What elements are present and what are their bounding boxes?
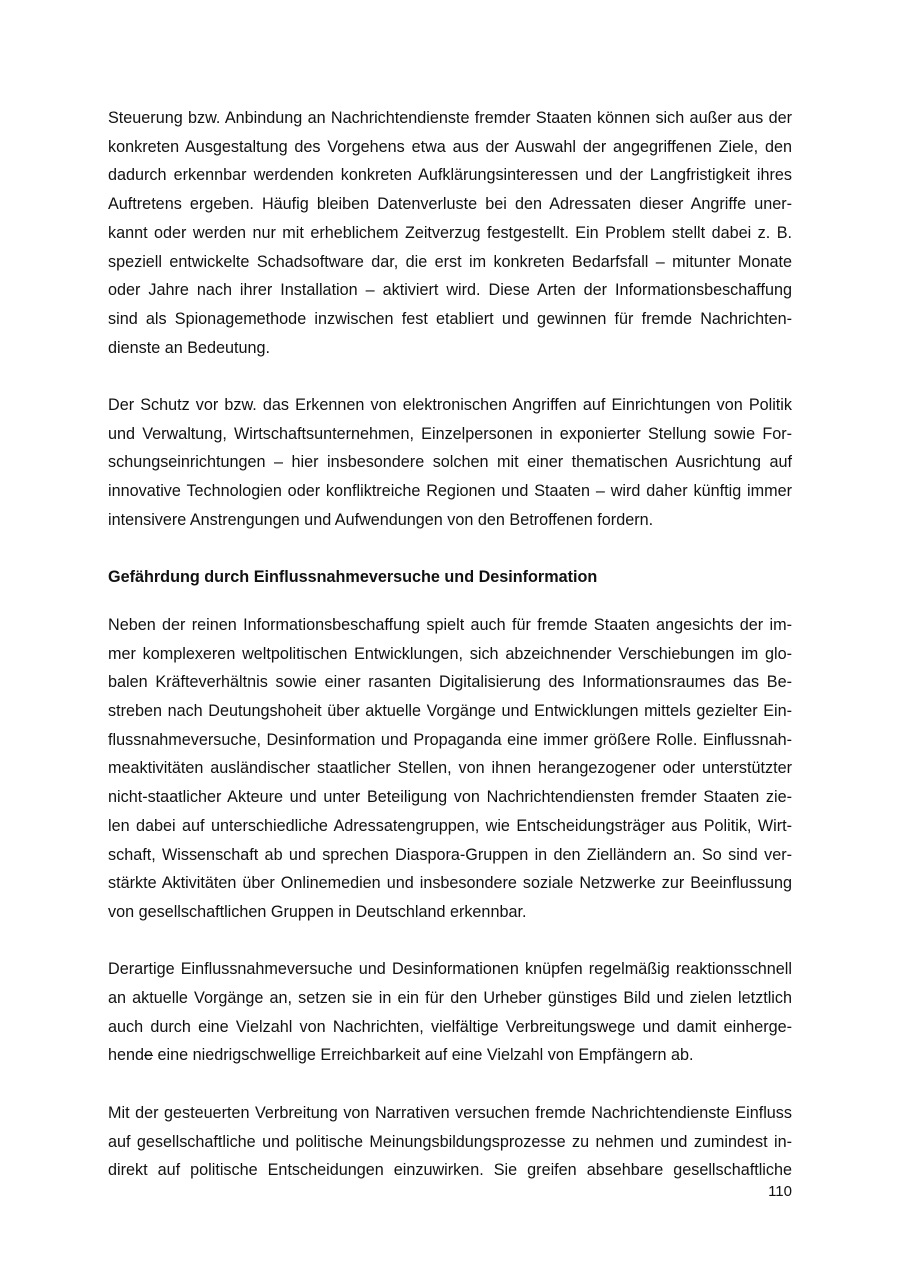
paragraph-5 — [108, 1099, 792, 1185]
paragraph-spacer — [108, 1070, 792, 1099]
text-line: auf gesellschaftliche und politische Meinungsbildungsprozesse zu nehmen und zumindest in- — [108, 1132, 792, 1151]
text-line: Steuerung bzw. Anbindung an Nachrichtendienste fremder Staaten können sich außer aus der — [108, 109, 792, 127]
text-line: an aktuelle Vorgänge an, setzen sie in ein für den Urheber günstiges Bild und zielen letztlich — [108, 989, 792, 1008]
paragraph-1 — [108, 104, 792, 362]
heading-spacer — [108, 592, 792, 611]
text-line: konkreten Ausgestaltung des Vorgehens etwa aus der Auswahl der angegriffenen Ziele, den — [108, 137, 792, 156]
paragraph-2 — [108, 391, 792, 535]
text-fragment: hend — [108, 1046, 145, 1065]
text-line: flussnahmeversuche, Desinformation und Propaganda eine immer größere Rolle. Einflussnah- — [108, 730, 792, 749]
text-line: kannt oder werden nur mit erheblichem Zeitverzug festgestellt. Ein Problem stellt dabei z. B. — [108, 223, 792, 242]
text-line: innovative Technologien oder konfliktreiche Regionen und Staaten – wird daher künftig immer — [108, 482, 792, 501]
page-number: 110 — [768, 1183, 792, 1200]
text-line: direkt auf politische Entscheidungen einzuwirken. Sie greifen absehbare gesellschaftliche — [108, 1161, 792, 1180]
text-line: schungseinrichtungen – hier insbesondere solchen mit einer thematischen Ausrichtung auf — [108, 453, 792, 472]
text-line: intensivere Anstrengungen und Aufwendungen von den Betroffenen fordern. — [108, 510, 654, 529]
text-line: meaktivitäten ausländischer staatlicher Stellen, von ihnen herangezogener oder unterstützter — [108, 759, 792, 778]
struck-character: e — [144, 1046, 154, 1065]
text-line: Der Schutz vor bzw. das Erkennen von elektronischen Angriffen auf Einrichtungen von Politik — [108, 396, 792, 415]
paragraph-3 — [108, 611, 792, 927]
text-line: speziell entwickelte Schadsoftware dar, die erst im konkreten Bedarfsfall – mitunter Monate — [108, 252, 792, 271]
text-line: len dabei auf unterschiedliche Adressatengruppen, wie Entscheidungsträger aus Politik, Wirt- — [108, 816, 792, 835]
text-line: und Verwaltung, Wirtschaftsunternehmen, Einzelpersonen in exponierter Stellung sowie For- — [108, 424, 792, 443]
page-content — [108, 104, 792, 1185]
text-line: streben nach Deutungshoheit über aktuelle Vorgänge und Entwicklungen mittels gezielter Ein- — [108, 702, 792, 721]
text-line — [108, 1041, 792, 1070]
paragraph-spacer — [108, 362, 792, 391]
paragraph-spacer — [108, 927, 792, 956]
text-line: Neben der reinen Informationsbeschaffung spielt auch für fremde Staaten angesichts der im- — [108, 615, 792, 634]
paragraph-spacer — [108, 535, 792, 564]
text-line: Derartige Einflussnahmeversuche und Desinformationen knüpfen regelmäßig reaktionsschnell — [108, 960, 792, 979]
text-line: von gesellschaftlichen Gruppen in Deutschland erkennbar. — [108, 902, 527, 921]
text-line: Mit der gesteuerten Verbreitung von Narrativen versuchen fremde Nachrichtendienste Einfluss — [108, 1103, 792, 1122]
text-line: auch durch eine Vielzahl von Nachrichten, vielfältige Verbreitungswege und damit einherge- — [108, 1017, 792, 1036]
text-line: mer komplexeren weltpolitischen Entwicklungen, sich abzeichnender Verschiebungen im glo- — [108, 644, 792, 663]
paragraph-4 — [108, 955, 792, 1070]
text-line: dadurch erkennbar werdenden konkreten Aufklärungsinteressen und der Langfristigkeit ihres — [108, 166, 792, 185]
text-line: stärkte Aktivitäten über Onlinemedien und insbesondere soziale Netzwerke zur Beeinflussung — [108, 874, 792, 893]
text-line: dienste an Bedeutung. — [108, 338, 271, 357]
section-heading: Gefährdung durch Einflussnahmeversuche und Desinformation — [108, 568, 598, 587]
text-line: nicht-staatlicher Akteure und unter Beteiligung von Nachrichtendiensten fremder Staaten zie- — [108, 788, 792, 807]
text-line: Auftretens ergeben. Häufig bleiben Datenverluste bei den Adressaten dieser Angriffe uner- — [108, 195, 792, 214]
text-line: sind als Spionagemethode inzwischen fest etabliert und gewinnen für fremde Nachrichten- — [108, 309, 792, 328]
text-line: oder Jahre nach ihrer Installation – aktiviert wird. Diese Arten der Informationsbeschaffung — [108, 281, 792, 300]
text-line: schaft, Wissenschaft ab und sprechen Diaspora-Gruppen in den Zielländern an. So sind ver- — [108, 845, 792, 864]
text-fragment: eine niedrigschwellige Erreichbarkeit auf eine Vielzahl von Empfängern ab. — [153, 1046, 694, 1065]
text-line: balen Kräfteverhältnis sowie einer rasanten Digitalisierung des Informationsraumes das Be- — [108, 673, 792, 692]
